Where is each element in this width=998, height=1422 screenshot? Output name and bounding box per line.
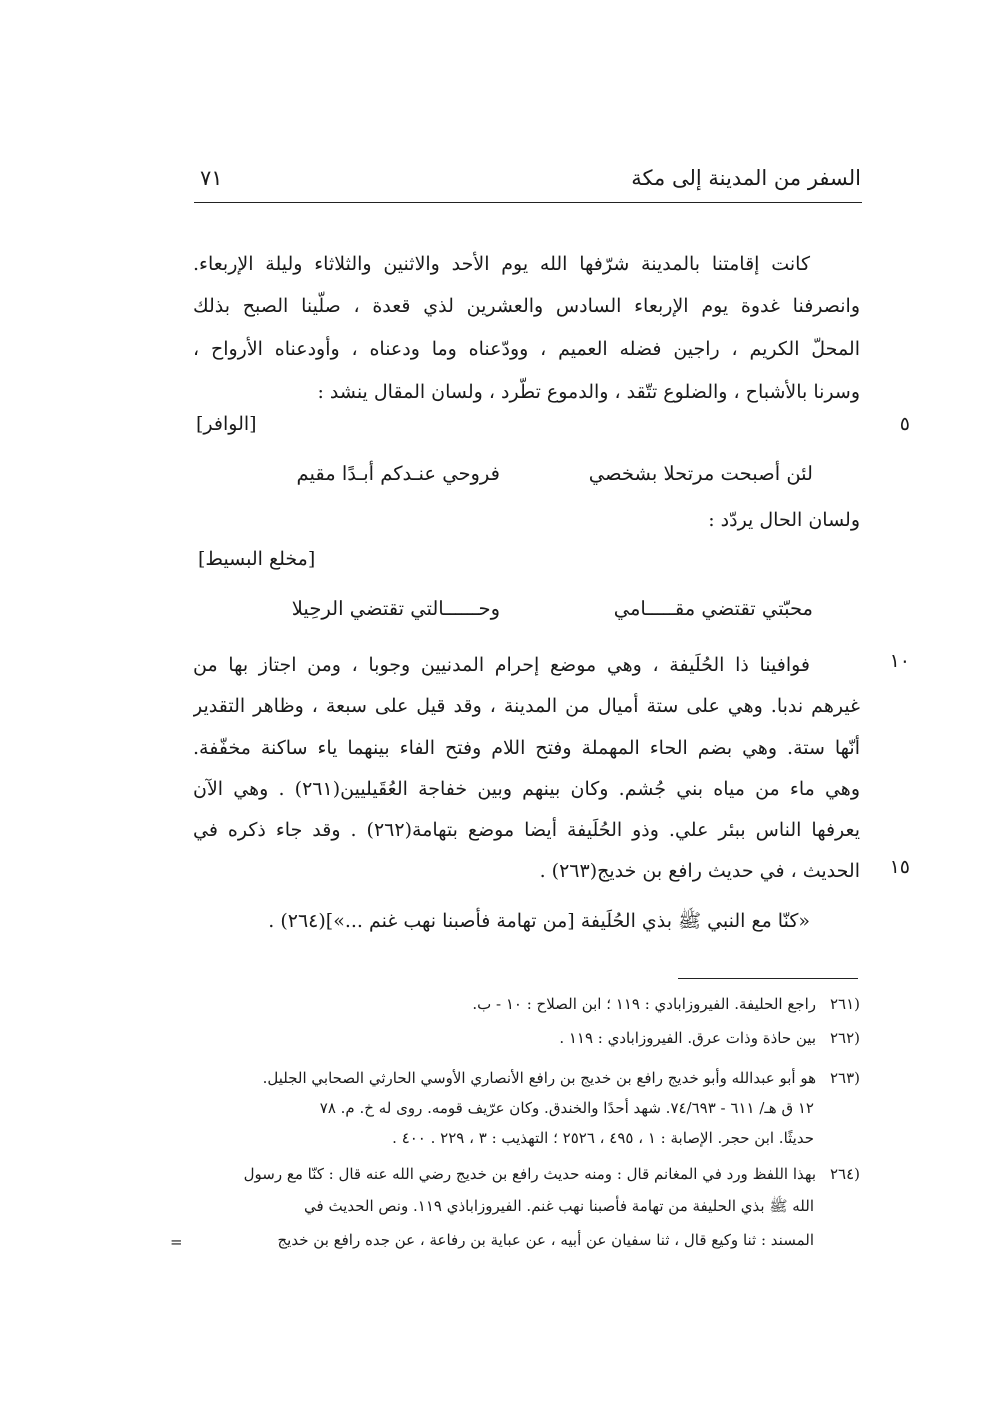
header-rule: [194, 202, 862, 203]
footnote-continuation: المسند : ثنا وكيع قال ، ثنا سفيان عن أبيه ، عن عباية بن رفاعة ، عن جده رافع بن خديج: [277, 1231, 814, 1249]
body-line: كانت إقامتنا بالمدينة شرّفها الله يوم الأحد والاثنين والثلاثاء وليلة الإربعاء.: [193, 253, 810, 275]
footnote-number: (٢٦٣: [829, 1069, 860, 1087]
footnote-text: بهذا اللفظ ورد في المغانم قال : ومنه حديث رافع بن خديج رضي الله عنه قال : كنّا مع رسول: [243, 1165, 816, 1183]
footnote-continuation: ١٢ ق هـ/ ٦١١ - ٧٤/٦٩٣. شهد أحدًا والخندق. وكان عرّيف قومه. روى له خ. م. ٧٨: [319, 1099, 814, 1117]
continuation-mark: =: [170, 1233, 183, 1251]
body-line: الحديث ، في حديث رافع بن خديج(٢٦٣) .: [539, 860, 860, 882]
line-number: ١٠: [889, 650, 910, 672]
footnote: [244, 1161, 860, 1187]
footnote: [472, 991, 860, 1017]
body-line: ولسان الحال يردّد :: [708, 509, 860, 531]
verse-hemistich: وحــــــالتي تقتضي الرحِيلا: [291, 597, 500, 620]
body-line: وسرنا بالأشباح ، والضلوع تتّقد ، والدموع تطّرد ، ولسان المقال ينشد :: [317, 381, 860, 403]
body-line: فوافينا ذا الحُلَيفة ، وهي موضع إحرام المدنيين وجوبا ، ومن اجتاز بها من: [193, 654, 810, 676]
footnote-text: هو أبو عبدالله وأبو خديج رافع بن خديج بن رافع الأنصاري الأوسي الحارثي الصحابي الجليل.: [262, 1069, 816, 1087]
footnote-continuation: حديثًا. ابن حجر. الإصابة : ١ ، ٤٩٥ ، ٢٥٢٦ ؛ التهذيب : ٣ ، ٢٢٩ . ٤٠٠ .: [392, 1129, 814, 1147]
meter-label: [مخلع البسيط]: [198, 548, 316, 570]
footnote-number: (٢٦٤: [829, 1165, 860, 1183]
meter-label: [الوافر]: [196, 413, 257, 435]
verse-hemistich: لئن أصبحت مرتحلا بشخصي: [588, 462, 813, 485]
footnote-number: (٢٦١: [829, 995, 860, 1013]
footnote: [263, 1065, 860, 1091]
footnote-number: (٢٦٢: [829, 1029, 860, 1047]
line-number: ١٥: [889, 856, 910, 878]
verse-hemistich: محبّتي تقتضي مقـــــامي: [613, 597, 813, 620]
body-line: أنّها ستة. وهي بضم الحاء المهملة وفتح اللام وفتح الفاء بينهما ياء ساكنة مخفّفة.: [193, 737, 860, 759]
footnote-text: راجع الحليفة. الفيروزابادي : ١١٩ ؛ ابن الصلاح : ١٠ - ب.: [472, 995, 816, 1013]
body-line: يعرفها الناس ببئر علي. وذو الحُلَيفة أيضا موضع بتهامة(٢٦٢) . وقد جاء ذكره في: [193, 819, 860, 841]
page-number: ٧١: [200, 166, 223, 190]
body-line: غيرهم ندبا. وهي على ستة أميال من المدينة ، وقد قيل على سبعة ، وظاهر التقدير: [193, 695, 860, 717]
footnote-rule: [678, 978, 858, 979]
body-line: وهي ماء من مياه بني جُشم. وكان بينهم وبين خفاجة العُقَيليين(٢٦١) . وهي الآن: [193, 778, 860, 800]
running-head: السفر من المدينة إلى مكة: [631, 166, 861, 190]
footnote-text: بين حاذة وذات عرق. الفيروزابادي : ١١٩ .: [559, 1029, 816, 1047]
body-line: المحلّ الكريم ، راجين فضله العميم ، وودّعناه وما ودعناه ، وأودعناه الأرواح ،: [193, 338, 860, 360]
footnote: [559, 1025, 860, 1051]
hadith-quote: «كنّا مع النبي ﷺ بذي الحُلَيفة [من تهامة فأصبنا نهب غنم ...»](٢٦٤) .: [268, 910, 810, 932]
body-line: وانصرفنا غدوة يوم الإربعاء السادس والعشرين لذي قعدة ، صلّينا الصبح بذلك: [193, 295, 860, 317]
line-number: ٥: [899, 413, 910, 435]
verse-hemistich: فروحي عنـدكم أبـدًا مقيم: [296, 462, 500, 485]
footnote-continuation: الله ﷺ بذي الحليفة من تهامة فأصبنا نهب غنم. الفيروزاباذي ١١٩. ونص الحديث في: [304, 1197, 814, 1215]
